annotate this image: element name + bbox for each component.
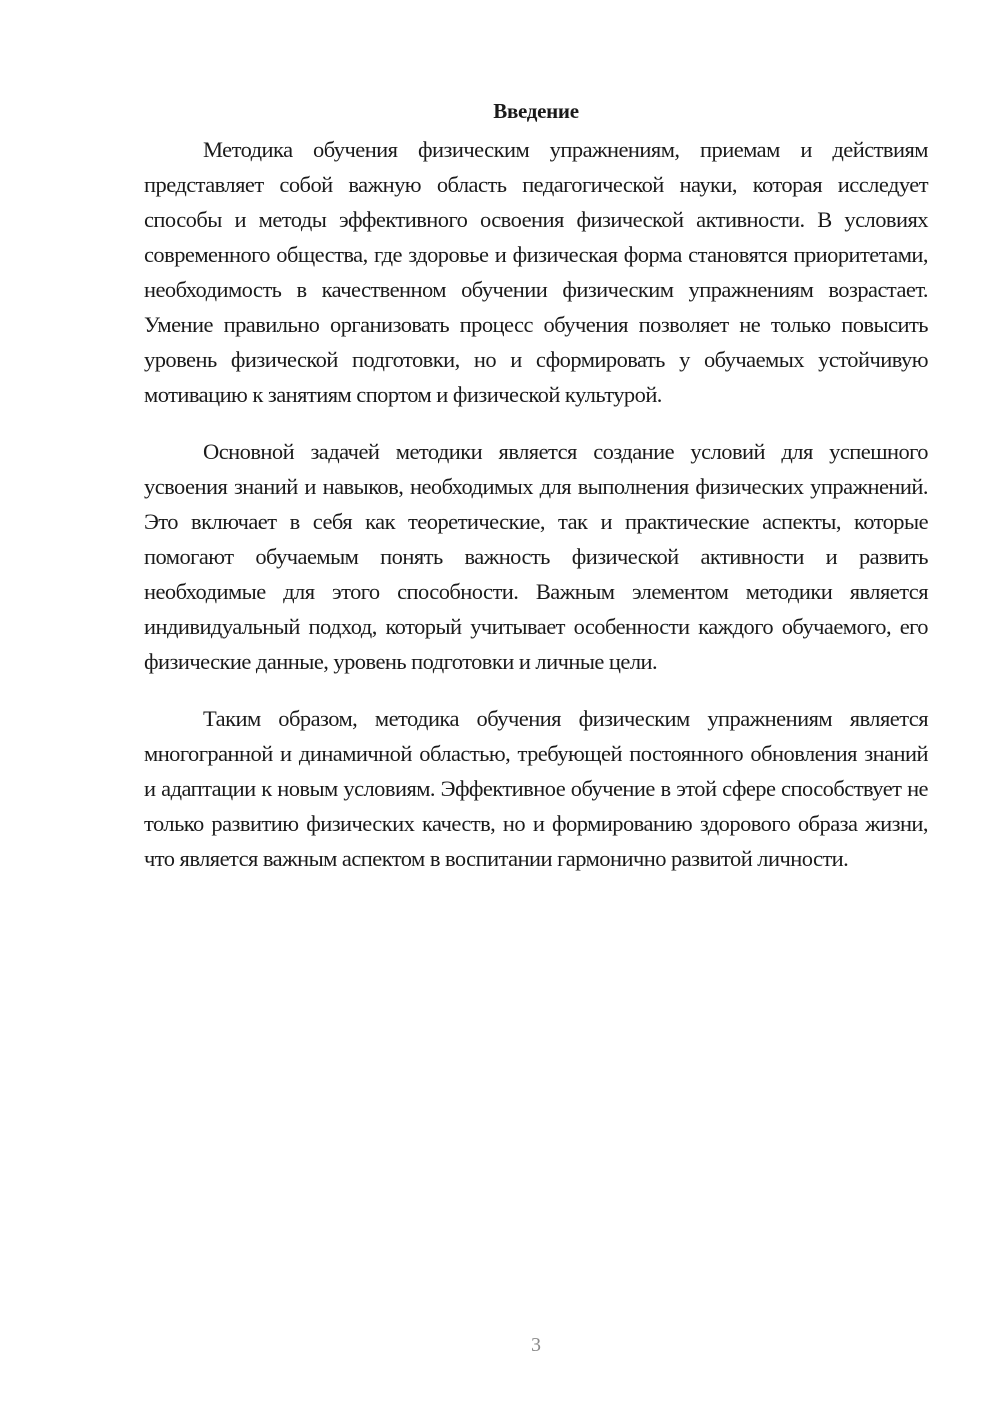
paragraph-2: Основной задачей методики является создание условий для успешного усвоения знаний и навыков, необходимых для выполнения физических упражнений. Это включает в себя как теоретические, так и практические аспекты, которые помогают обучаемым понять важность физической активности и развить необходимые для этого способности. Важным элементом методики является индивидуальный подход, который учитывает особенности каждого обучаемого, его физические данные, уровень подготовки и личные цели.	[144, 439, 928, 674]
page-content	[144, 96, 928, 898]
paragraph-3: Таким образом, методика обучения физическим упражнениям является многогранной и динамичной областью, требующей постоянного обновления знаний и адаптации к новым условиям. Эффективное обучение в этой сфере способствует не только развитию физических качеств, но и формированию здорового образа жизни, что является важным аспектом в воспитании гармонично развитой личности.	[144, 706, 928, 871]
page-number: 3	[531, 1334, 541, 1356]
paragraph-1: Методика обучения физическим упражнениям, приемам и действиям представляет собой важную область педагогической науки, которая исследует способы и методы эффективного освоения физической активности. В условиях современного общества, где здоровье и физическая форма становятся приоритетами, необходимость в качественном обучении физическим упражнениям возрастает. Умение правильно организовать процесс обучения позволяет не только повысить уровень физической подготовки, но и сформировать у обучаемых устойчивую мотивацию к занятиям спортом и физической культурой.	[144, 137, 928, 407]
section-title: Введение	[493, 99, 579, 123]
